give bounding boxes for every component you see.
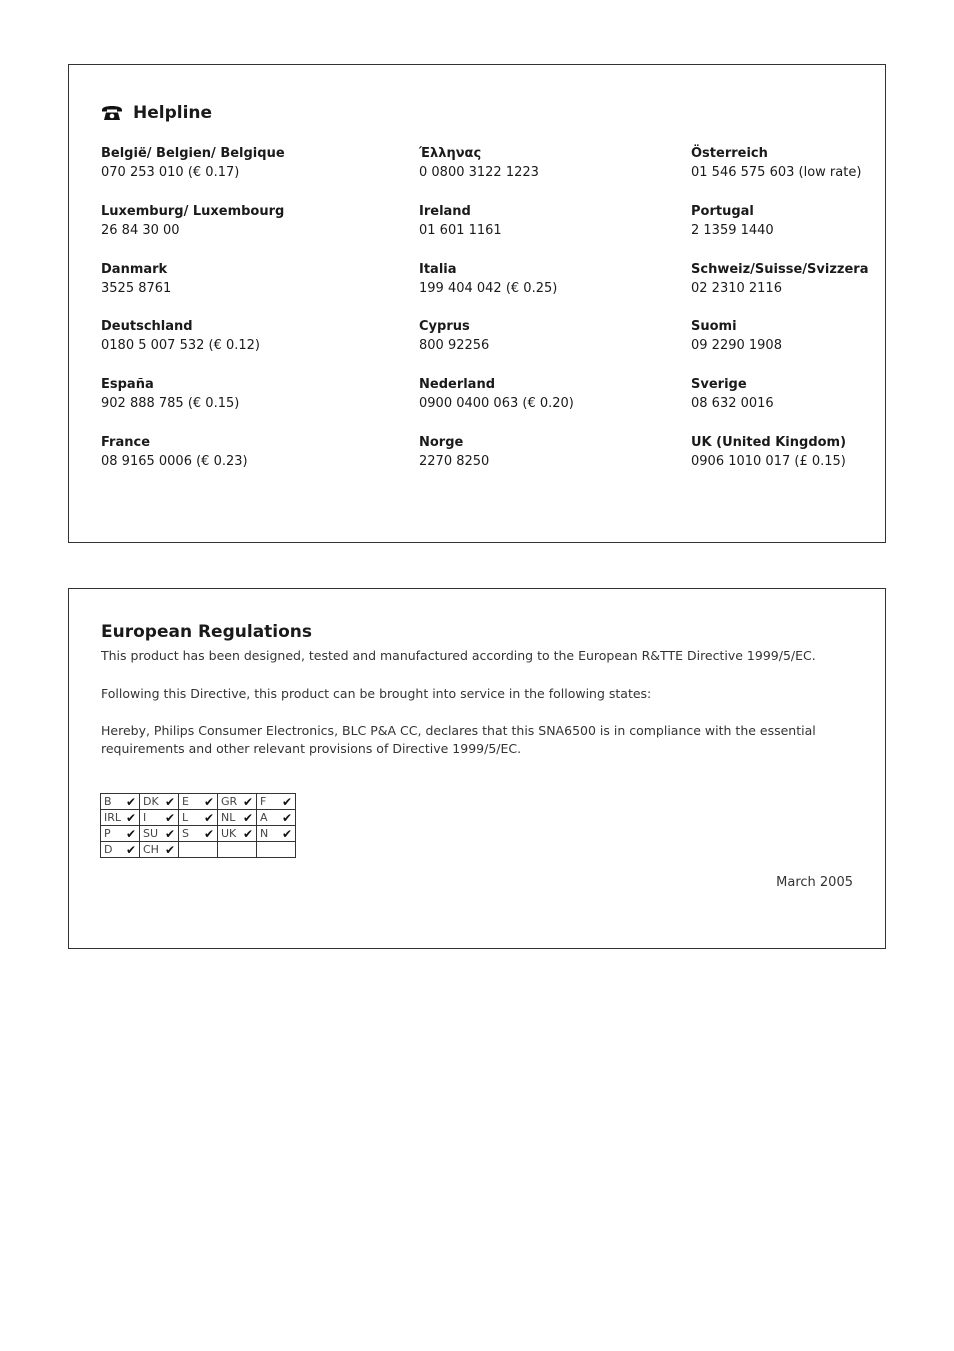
states-row: [101, 810, 296, 826]
state-code: I: [143, 811, 147, 824]
telephone-icon: [101, 105, 123, 121]
state-cell: [257, 810, 296, 826]
regulations-paragraph-2: Following this Directive, this product can be brought into service in the following states:: [101, 686, 652, 701]
country-name: Suomi: [691, 319, 737, 335]
helpline-entry: [101, 145, 285, 203]
state-cell: [140, 794, 179, 810]
check-icon: ✔: [242, 826, 253, 841]
country-name: Deutschland: [101, 319, 193, 335]
country-name: España: [101, 377, 154, 393]
country-name: Portugal: [691, 203, 754, 219]
state-cell: [101, 826, 140, 842]
state-code: N: [260, 827, 269, 840]
state-cell: [218, 794, 257, 810]
helpline-entry: [419, 376, 574, 434]
state-cell: [218, 842, 257, 858]
state-code: GR: [221, 795, 238, 808]
helpline-entry: [419, 203, 574, 261]
phone-number: 2270 8250: [419, 453, 490, 469]
country-name: Έλληνας: [419, 146, 482, 161]
state-cell: [257, 826, 296, 842]
phone-number: 09 2290 1908: [691, 338, 782, 354]
check-icon: ✔: [125, 810, 136, 825]
phone-number: 0906 1010 017 (£ 0.15): [691, 453, 846, 469]
helpline-entry: [101, 203, 285, 261]
check-icon: ✔: [125, 794, 136, 809]
phone-number: 02 2310 2116: [691, 280, 782, 296]
state-cell: [257, 842, 296, 858]
phone-number: 800 92256: [419, 338, 490, 354]
country-name: Schweiz/Suisse/Svizzera: [691, 261, 869, 277]
country-name: Danmark: [101, 261, 168, 277]
country-name: Nederland: [419, 377, 496, 393]
state-cell: [140, 810, 179, 826]
helpline-entry: [101, 318, 285, 376]
helpline-entry: [101, 261, 285, 319]
state-code: S: [182, 827, 189, 840]
phone-number: 08 9165 0006 (€ 0.23): [101, 453, 248, 469]
regulations-box: [68, 588, 886, 949]
helpline-entry: [691, 434, 868, 492]
state-cell: [140, 826, 179, 842]
state-code: F: [260, 795, 267, 808]
date-label: March 2005: [776, 875, 853, 890]
helpline-entry: [419, 318, 574, 376]
state-code: A: [260, 811, 268, 824]
country-name: Norge: [419, 434, 464, 450]
state-code: NL: [221, 811, 236, 824]
phone-number: 01 546 575 603 (low rate): [691, 165, 862, 180]
check-icon: ✔: [203, 794, 214, 809]
helpline-entry: [691, 261, 868, 319]
state-code: IRL: [104, 811, 122, 824]
state-cell: [257, 794, 296, 810]
country-name: België/ Belgien/ Belgique: [101, 146, 285, 161]
phone-number: 3525 8761: [101, 280, 172, 296]
helpline-column-3: [691, 145, 868, 492]
state-code: SU: [143, 827, 159, 840]
check-icon: ✔: [164, 826, 175, 841]
check-icon: ✔: [164, 842, 175, 857]
state-cell: [101, 842, 140, 858]
check-icon: ✔: [242, 810, 253, 825]
phone-number: 01 601 1161: [419, 222, 502, 238]
helpline-box: [68, 64, 886, 543]
state-code: DK: [143, 795, 159, 808]
country-name: UK (United Kingdom): [691, 434, 847, 450]
state-code: B: [104, 795, 112, 808]
states-row: [101, 842, 296, 858]
state-cell: [101, 794, 140, 810]
helpline-column-2: [419, 145, 574, 492]
state-cell: [218, 810, 257, 826]
helpline-title-text: Helpline: [133, 103, 213, 123]
phone-number: 902 888 785 (€ 0.15): [101, 396, 240, 412]
phone-number: 199 404 042 (€ 0.25): [419, 280, 558, 296]
check-icon: ✔: [125, 842, 136, 857]
check-icon: ✔: [281, 826, 292, 841]
phone-number: 08 632 0016: [691, 396, 774, 412]
phone-number: 26 84 30 00: [101, 222, 180, 238]
helpline-entry: [101, 376, 285, 434]
state-code: P: [104, 827, 111, 840]
state-code: E: [182, 795, 189, 808]
state-code: D: [104, 843, 113, 856]
check-icon: ✔: [125, 826, 136, 841]
country-name: Sverige: [691, 377, 747, 393]
country-name: Ireland: [419, 203, 471, 219]
check-icon: ✔: [242, 794, 253, 809]
regulations-title: European Regulations: [101, 622, 313, 642]
states-row: [101, 826, 296, 842]
check-icon: ✔: [281, 810, 292, 825]
helpline-title: [101, 103, 212, 123]
check-icon: ✔: [203, 826, 214, 841]
states-row: [101, 794, 296, 810]
country-name: Cyprus: [419, 319, 470, 335]
helpline-entry: [691, 145, 868, 203]
state-code: L: [182, 811, 189, 824]
phone-number: 0 0800 3122 1223: [419, 165, 539, 180]
country-name: France: [101, 434, 151, 450]
helpline-entry: [419, 261, 574, 319]
state-cell: [179, 810, 218, 826]
helpline-column-1: [101, 145, 285, 492]
helpline-entry: [419, 434, 574, 492]
state-cell: [179, 794, 218, 810]
helpline-entry: [101, 434, 285, 492]
country-name: Italia: [419, 261, 457, 277]
check-icon: ✔: [281, 794, 292, 809]
regulations-paragraph-3: Hereby, Philips Consumer Electronics, BLC P&A CC, declares that this SNA6500 is in compliance with the essential requirements and other relevant provisions of Directive 1999/5/EC.: [101, 723, 816, 756]
phone-number: 070 253 010 (€ 0.17): [101, 165, 240, 180]
helpline-entry: [691, 203, 868, 261]
check-icon: ✔: [164, 794, 175, 809]
state-cell: [179, 842, 218, 858]
phone-number: 0900 0400 063 (€ 0.20): [419, 396, 574, 412]
state-cell: [218, 826, 257, 842]
state-cell: [179, 826, 218, 842]
check-icon: ✔: [203, 810, 214, 825]
helpline-entry: [691, 376, 868, 434]
state-cell: [101, 810, 140, 826]
regulations-paragraph-1: This product has been designed, tested and manufactured according to the European R&TTE Directive 1999/5/EC.: [101, 648, 816, 663]
check-icon: ✔: [164, 810, 175, 825]
helpline-entry: [691, 318, 868, 376]
country-name: Luxemburg/ Luxembourg: [101, 203, 285, 219]
state-cell: [140, 842, 179, 858]
state-code: CH: [143, 843, 159, 856]
state-code: UK: [221, 827, 237, 840]
phone-number: 0180 5 007 532 (€ 0.12): [101, 338, 261, 354]
country-name: Österreich: [691, 146, 768, 161]
phone-number: 2 1359 1440: [691, 222, 774, 238]
states-table: [100, 793, 296, 858]
helpline-entry: [419, 145, 574, 203]
